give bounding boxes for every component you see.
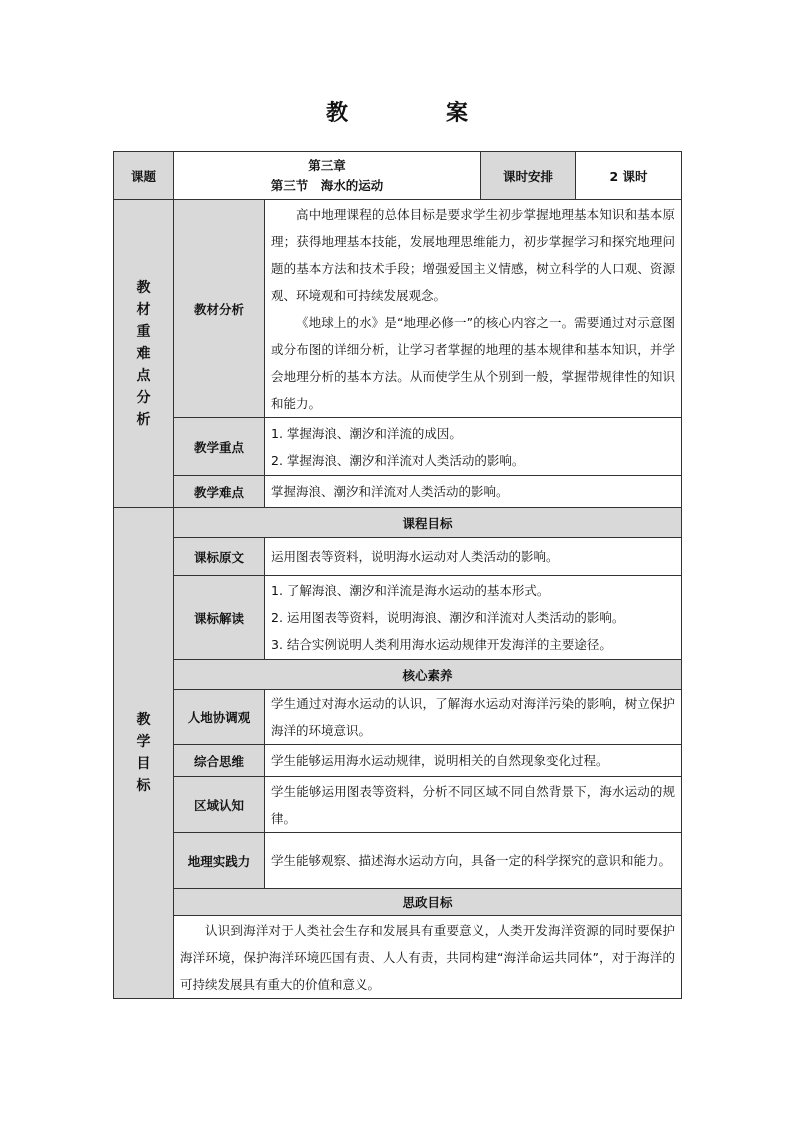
literacy-heading-row [114,660,682,690]
ideology-heading-row [114,889,682,916]
interpret-content [265,576,682,660]
literacy-heading: 核心素养 [174,660,682,690]
textbook-analysis-content [265,200,682,418]
literacy-content: 学生能够观察、描述海水运动方向，具备一定的科学探究的意识和能力。 [265,833,682,889]
goals-group-label: 教 学 目 标 [114,508,174,999]
ideology-content: 认识到海洋对于人类社会生存和发展具有重要意义，人类开发海洋资源的同时要保护海洋环境，保护海洋环境匹国有责、人人有责，共同构建“海洋命运共同体”，对于海洋的可持续发展具有重大的价值和意义。 [174,916,682,999]
literacy-row [114,690,682,745]
literacy-label: 地理实践力 [174,833,265,889]
list-item: 2. 运用图表等资料，说明海浪、潮汐和洋流对人类活动的影响。 [271,610,625,625]
header-row [114,152,682,200]
list-item: 1. 掌握海浪、潮汐和洋流的成因。 [271,425,462,441]
standard-label: 课标原文 [174,538,265,576]
textbook-analysis-row [114,200,682,418]
literacy-label: 人地协调观 [174,690,265,745]
literacy-label: 综合思维 [174,745,265,777]
interpret-row [114,576,682,660]
literacy-content: 学生通过对海水运动的认识，了解海水运动对海洋污染的影响，树立保护海洋的环境意识。 [265,690,682,745]
schedule-value: 2 课时 [576,152,682,200]
difficulty-content: 掌握海浪、潮汐和洋流对人类活动的影响。 [265,476,682,508]
chapter-title: 第三章 [308,157,346,173]
list-item: 2. 掌握海浪、潮汐和洋流对人类活动的影响。 [271,452,525,468]
curriculum-heading-row [114,508,682,538]
literacy-content: 学生能够运用海水运动规律，说明相关的自然现象变化过程。 [265,745,682,777]
page-title: 教 案 [325,100,506,126]
literacy-row [114,833,682,889]
key-points-row [114,418,682,476]
difficulty-label: 教学难点 [174,476,265,508]
literacy-row [114,777,682,833]
list-item: 1. 了解海浪、潮汐和洋流是海水运动的基本形式。 [271,583,550,598]
list-item: 3. 结合实例说明人类利用海水运动规律开发海洋的主要途径。 [271,637,612,652]
difficulty-row [114,476,682,508]
lesson-plan-table [113,151,682,999]
key-points-content [265,418,682,476]
interpret-label: 课标解读 [174,576,265,660]
lesson-topic [174,152,481,200]
textbook-analysis-label: 教材分析 [174,200,265,418]
literacy-content: 学生能够运用图表等资料，分析不同区域不同自然背景下，海水运动的规律。 [265,777,682,833]
ideology-row [114,916,682,999]
paragraph: 高中地理课程的总体目标是要求学生初步掌握地理基本知识和基本原理；获得地理基本技能，发展地理思维能力，初步掌握学习和探究地理问题的基本方法和技术手段；增强爱国主义情感，树立科学的人口观、资源观、环境观和可持续发展观念。 [271,206,676,303]
schedule-label: 课时安排 [481,152,576,200]
section-title: 第三节 海水的运动 [270,177,384,193]
standard-row [114,538,682,576]
standard-content: 运用图表等资料，说明海水运动对人类活动的影响。 [265,538,682,576]
analysis-group-label: 教 材 重 难 点 分 析 [114,200,174,508]
key-points-label: 教学重点 [174,418,265,476]
curriculum-heading: 课程目标 [174,508,682,538]
subject-label: 课题 [114,152,174,200]
ideology-heading: 思政目标 [174,889,682,916]
literacy-label: 区域认知 [174,777,265,833]
literacy-row [114,745,682,777]
paragraph: 《地球上的水》是“地理必修一”的核心内容之一。需要通过对示意图或分布图的详细分析，让学习者掌握的地理的基本规律和基本知识，并学会地理分析的基本方法。从而使学生从个别到一般，掌握带规律性的知识和能力。 [271,314,676,411]
